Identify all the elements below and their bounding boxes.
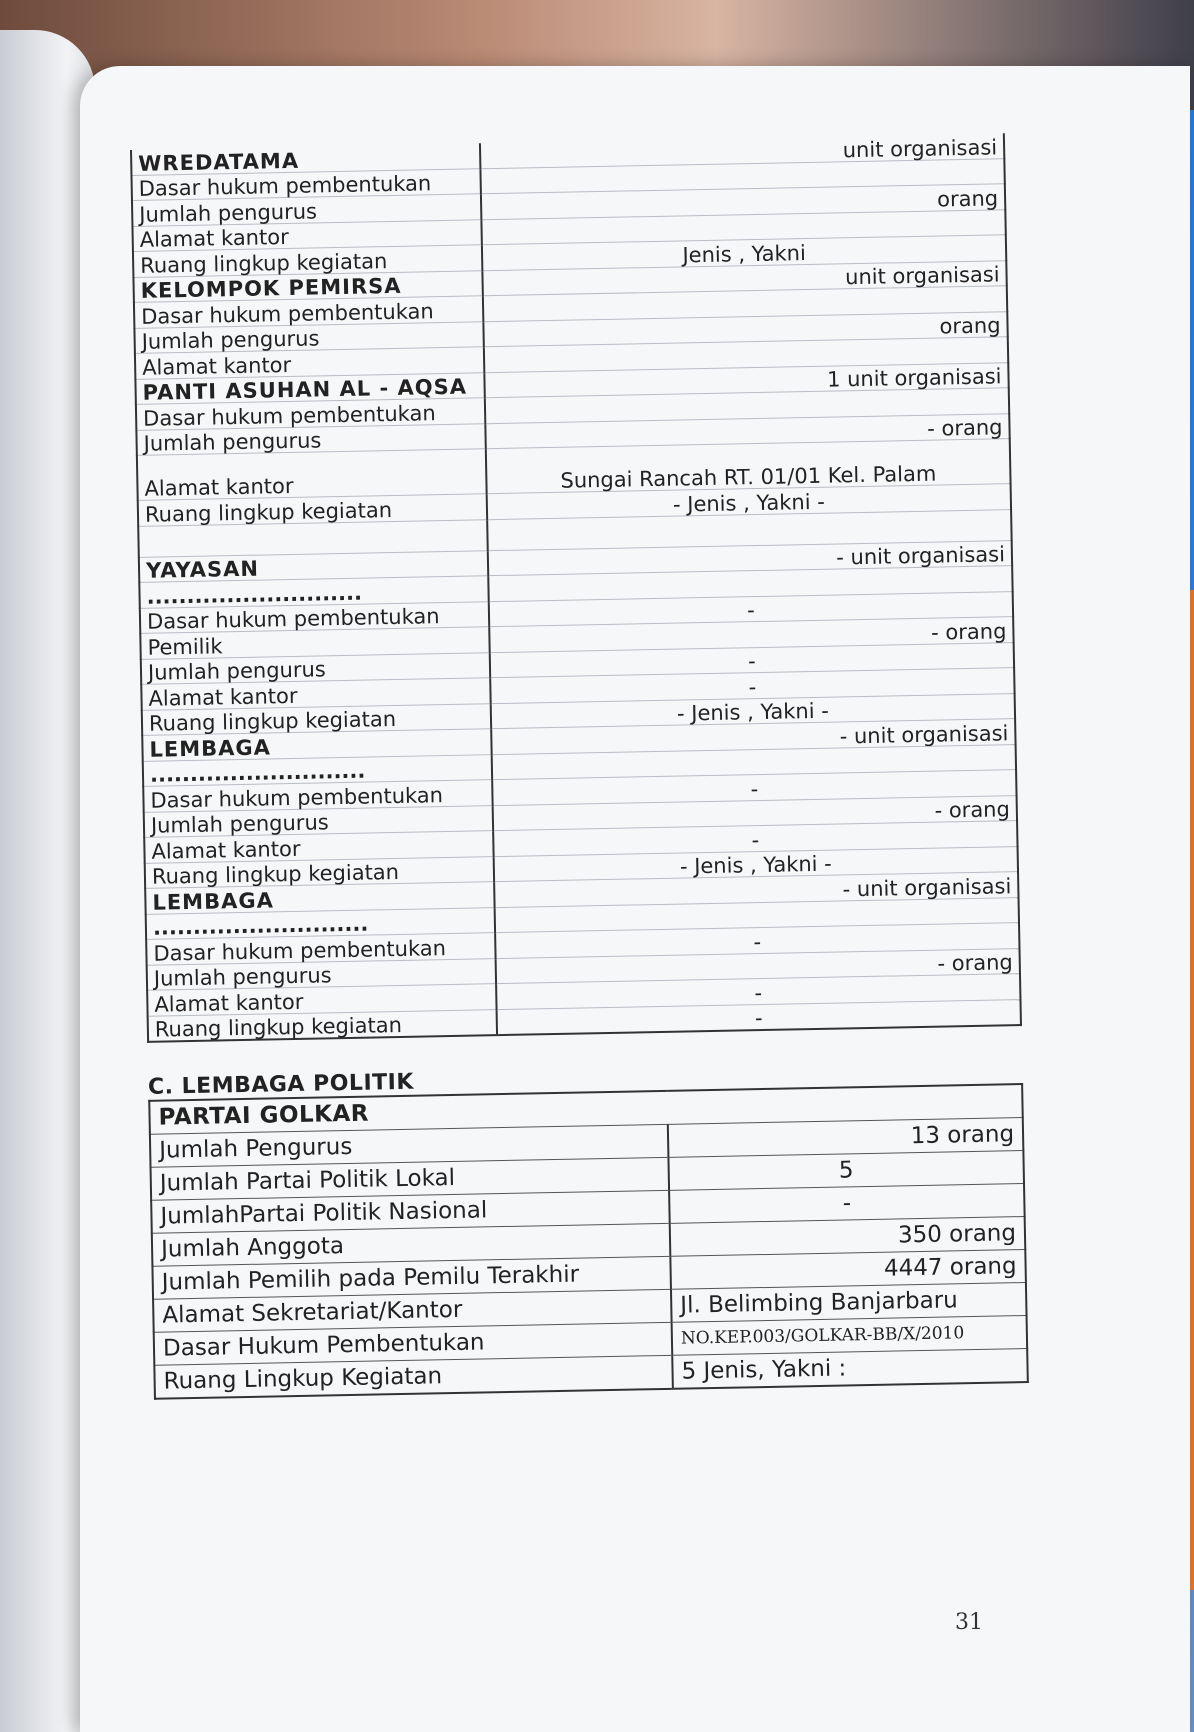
row-label: Dasar hukum pembentukan	[143, 780, 492, 812]
row-label: Alamat kantor	[135, 347, 484, 379]
row-value: -	[489, 591, 1013, 627]
party-name: PARTAI GOLKAR	[149, 1084, 1022, 1134]
row-value: - unit organisasi	[491, 719, 1015, 755]
row-label: Jumlah pengurus	[141, 652, 490, 684]
row-label: Jumlah pengurus	[144, 805, 493, 837]
row-value: unit organisasi	[482, 260, 1006, 296]
organization-heading: WREDATAMA	[131, 143, 480, 175]
row-value: 5 Jenis, Yakni :	[672, 1348, 1028, 1388]
row-label: ...........................	[139, 576, 488, 608]
document-content	[130, 133, 1032, 1540]
row-value: unit organisasi	[480, 133, 1004, 168]
row-label: Dasar hukum pembentukan	[131, 168, 480, 200]
row-value: NO.KEP.003/GOLKAR-BB/X/2010	[672, 1316, 1028, 1356]
row-label: Jumlah pengurus	[132, 194, 481, 226]
row-value: -	[492, 770, 1016, 806]
row-label: Ruang lingkup kegiatan	[133, 245, 482, 277]
organization-heading: PANTI ASUHAN AL - AQSA	[135, 372, 484, 404]
row-label: Jumlah pengurus	[147, 958, 496, 990]
row-value: - orang	[493, 795, 1017, 831]
row-value: Sungai Rancah RT. 01/01 Kel. Palam	[486, 439, 1011, 494]
row-label: JumlahPartai Politik Nasional	[151, 1190, 670, 1233]
row-label: Jumlah pengurus	[136, 423, 485, 455]
organization-heading: YAYASAN	[139, 550, 488, 582]
row-value: 4447 orang	[670, 1250, 1026, 1290]
row-value: 350 orang	[670, 1217, 1026, 1257]
row-label: Alamat kantor	[144, 831, 493, 863]
row-label: Alamat kantor	[147, 984, 496, 1016]
row-label: Ruang Lingkup Kegiatan	[154, 1355, 673, 1398]
row-value: -	[490, 668, 1014, 704]
row-label: Ruang lingkup kegiatan	[148, 1009, 497, 1042]
row-value: 1 unit organisasi	[484, 362, 1008, 398]
row-label: Jumlah Pengurus	[150, 1124, 669, 1167]
row-value: - Jenis , Yakni -	[487, 484, 1011, 520]
row-label: Jumlah pengurus	[134, 321, 483, 353]
row-value: -	[496, 974, 1020, 1010]
row-label: Ruang lingkup kegiatan	[138, 494, 487, 526]
page-number: 31	[955, 1610, 983, 1635]
row-value: - Jenis , Yakni -	[491, 693, 1015, 729]
row-label: Dasar Hukum Pembentukan	[154, 1322, 673, 1365]
row-value: 5	[668, 1151, 1024, 1191]
section-c-title: C. LEMBAGA POLITIK	[147, 1069, 415, 1100]
row-value: -	[495, 923, 1019, 959]
row-label: Alamat Sekretariat/Kantor	[153, 1289, 672, 1332]
row-value: -	[490, 642, 1014, 678]
row-label: Pemilik	[140, 627, 489, 659]
organization-heading: KELOMPOK PEMIRSA	[133, 270, 482, 302]
organization-heading: LEMBAGA	[142, 729, 491, 761]
row-value: orang	[483, 311, 1007, 347]
row-value: -	[669, 1184, 1025, 1224]
row-label: Jumlah Pemilih pada Pemilu Terakhir	[152, 1256, 671, 1299]
row-value: Jenis , Yakni	[482, 235, 1006, 271]
row-label: Jumlah Anggota	[152, 1223, 671, 1266]
row-label: Alamat kantor	[132, 219, 481, 251]
row-label: Dasar hukum pembentukan	[134, 296, 483, 328]
organization-heading: LEMBAGA	[145, 882, 494, 914]
row-value: - unit organisasi	[494, 872, 1018, 908]
row-label: Alamat kantor	[137, 449, 487, 501]
political-table	[148, 1083, 1029, 1400]
row-value: - unit organisasi	[488, 540, 1012, 576]
row-label: ...........................	[143, 754, 492, 786]
row-label: Ruang lingkup kegiatan	[145, 856, 494, 888]
row-value: orang	[481, 184, 1005, 220]
row-value: - orang	[485, 413, 1009, 449]
row-label: Dasar hukum pembentukan	[146, 933, 495, 965]
row-value: -	[497, 999, 1021, 1035]
row-label: Jumlah Partai Politik Lokal	[151, 1157, 670, 1200]
row-label: Dasar hukum pembentukan	[140, 601, 489, 633]
row-value: - Jenis , Yakni -	[494, 846, 1018, 882]
row-value: 13 orang	[668, 1118, 1024, 1158]
row-label: Alamat kantor	[141, 678, 490, 710]
row-label: ...........................	[146, 907, 495, 939]
row-value: - orang	[489, 617, 1013, 653]
row-label: Ruang lingkup kegiatan	[142, 703, 491, 735]
row-value: -	[493, 821, 1017, 857]
organization-table	[130, 133, 1022, 1043]
row-value: Jl. Belimbing Banjarbaru	[671, 1283, 1027, 1323]
row-value: - orang	[496, 948, 1020, 984]
row-label: Dasar hukum pembentukan	[136, 398, 485, 430]
